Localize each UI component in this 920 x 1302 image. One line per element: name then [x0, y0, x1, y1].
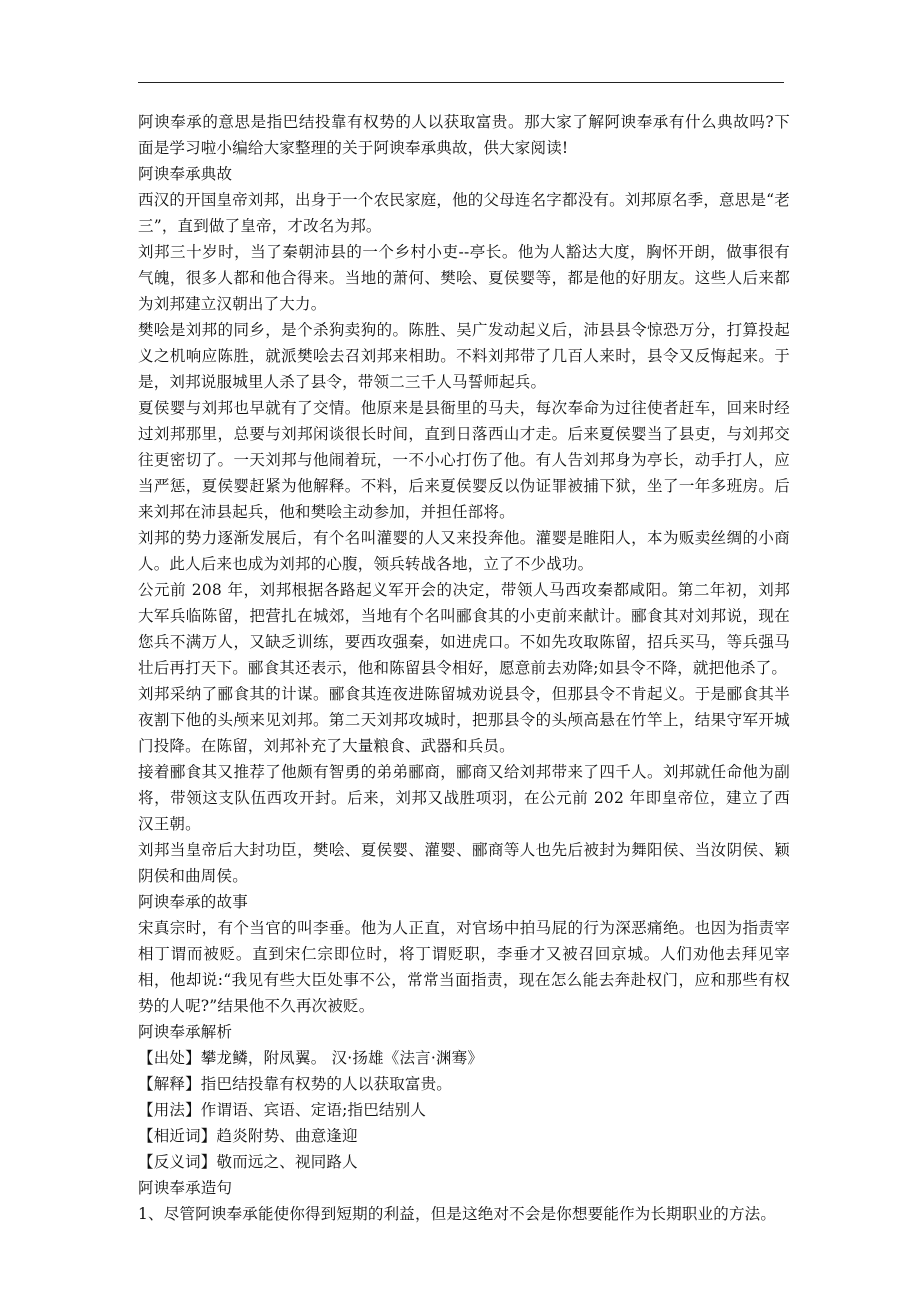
- body-paragraph: 公元前 208 年，刘邦根据各路起义军开会的决定，带领人马西攻秦都咸阳。第二年初，刘邦大军兵临陈留，把营扎在城郊，当地有个名叫郦食其的小吏前来献计。郦食其对刘邦说，现在您兵不满万人，又缺乏训练，要西攻强秦，如进虎口。不如先攻取陈留，招兵买马，等兵强马壮后再打天下。郦食其还表示，他和陈留县令相好，愿意前去劝降;如县令不降，就把他杀了。: [138, 581, 790, 677]
- definition-line: 【用法】作谓语、宾语、定语;指巴结别人: [138, 1101, 427, 1119]
- section-heading: 阿谀奉承解析: [138, 1023, 233, 1041]
- section-heading: 阿谀奉承典故: [138, 165, 233, 183]
- definition-line: 【相近词】趋炎附势、曲意逢迎: [138, 1127, 358, 1145]
- definition-line: 【出处】攀龙鳞，附凤翼。 汉·扬雄《法言·渊骞》: [138, 1049, 484, 1067]
- body-paragraph: 樊哙是刘邦的同乡，是个杀狗卖狗的。陈胜、吴广发动起义后，沛县县令惊恐万分，打算投起义之机响应陈胜，就派樊哙去召刘邦来相助。不料刘邦带了几百人来时，县令又反悔起来。于是，刘邦说服城里人杀了县令，带领二三千人马誓师起兵。: [138, 321, 790, 391]
- body-paragraph: 刘邦的势力逐渐发展后，有个名叫灌婴的人又来投奔他。灌婴是睢阳人，本为贩卖丝绸的小商人。此人后来也成为刘邦的心腹，领兵转战各地，立了不少战功。: [138, 529, 790, 573]
- section-heading: 阿谀奉承造句: [138, 1179, 233, 1197]
- definition-line: 【解释】指巴结投靠有权势的人以获取富贵。: [138, 1075, 453, 1093]
- body-paragraph: 刘邦当皇帝后大封功臣，樊哙、夏侯婴、灌婴、郦商等人也先后被封为舞阳侯、当汝阴侯、颖阴侯和曲周侯。: [138, 841, 790, 885]
- example-sentence: 1、尽管阿谀奉承能使你得到短期的利益，但是这绝对不会是你想要能作为长期职业的方法。: [138, 1205, 777, 1223]
- body-paragraph: 夏侯婴与刘邦也早就有了交情。他原来是县衙里的马夫，每次奉命为过往使者赶车，回来时经过刘邦那里，总要与刘邦闲谈很长时间，直到日落西山才走。后来夏侯婴当了县吏，与刘邦交往更密切了。一天刘邦与他闹着玩，一不小心打伤了他。有人告刘邦身为亭长，动手打人，应当严惩，夏侯婴赶紧为他解释。不料，后来夏侯婴反以伪证罪被捕下狱，坐了一年多班房。后来刘邦在沛县起兵，他和樊哙主动参加，并担任部将。: [138, 399, 790, 521]
- header-rule: [138, 82, 784, 83]
- body-paragraph: 宋真宗时，有个当官的叫李垂。他为人正直，对官场中拍马屁的行为深恶痛绝。也因为指责宰相丁谓而被贬。直到宋仁宗即位时，将丁谓贬职，李垂才又被召回京城。人们劝他去拜见宰相，他却说:“我见有些大臣处事不公，常常当面指责，现在怎么能去奔赴权门，应和那些有权势的人呢?”结果他不久再次被贬。: [138, 919, 790, 1015]
- definition-line: 【反义词】敬而远之、视同路人: [138, 1153, 358, 1171]
- body-paragraph: 接着郦食其又推荐了他颇有智勇的弟弟郦商，郦商又给刘邦带来了四千人。刘邦就任命他为副将，带领这支队伍西攻开封。后来，刘邦又战胜项羽，在公元前 202 年即皇帝位，建立了西汉王朝。: [138, 763, 790, 833]
- body-paragraph: 西汉的开国皇帝刘邦，出身于一个农民家庭，他的父母连名字都没有。刘邦原名季，意思是“老三”，直到做了皇帝，才改名为邦。: [138, 191, 790, 235]
- article-body: [138, 109, 790, 1227]
- body-paragraph: 刘邦采纳了郦食其的计谋。郦食其连夜进陈留城劝说县令，但那县令不肯起义。于是郦食其半夜割下他的头颅来见刘邦。第二天刘邦攻城时，把那县令的头颅高悬在竹竿上，结果守军开城门投降。在陈留，刘邦补充了大量粮食、武器和兵员。: [138, 685, 790, 755]
- body-paragraph: 刘邦三十岁时，当了秦朝沛县的一个乡村小吏--亭长。他为人豁达大度，胸怀开朗，做事很有气魄，很多人都和他合得来。当地的萧何、樊哙、夏侯婴等，都是他的好朋友。这些人后来都为刘邦建立汉朝出了大力。: [138, 243, 790, 313]
- section-heading: 阿谀奉承的故事: [138, 893, 248, 911]
- intro-paragraph: 阿谀奉承的意思是指巴结投靠有权势的人以获取富贵。那大家了解阿谀奉承有什么典故吗?下面是学习啦小编给大家整理的关于阿谀奉承典故，供大家阅读!: [138, 113, 790, 157]
